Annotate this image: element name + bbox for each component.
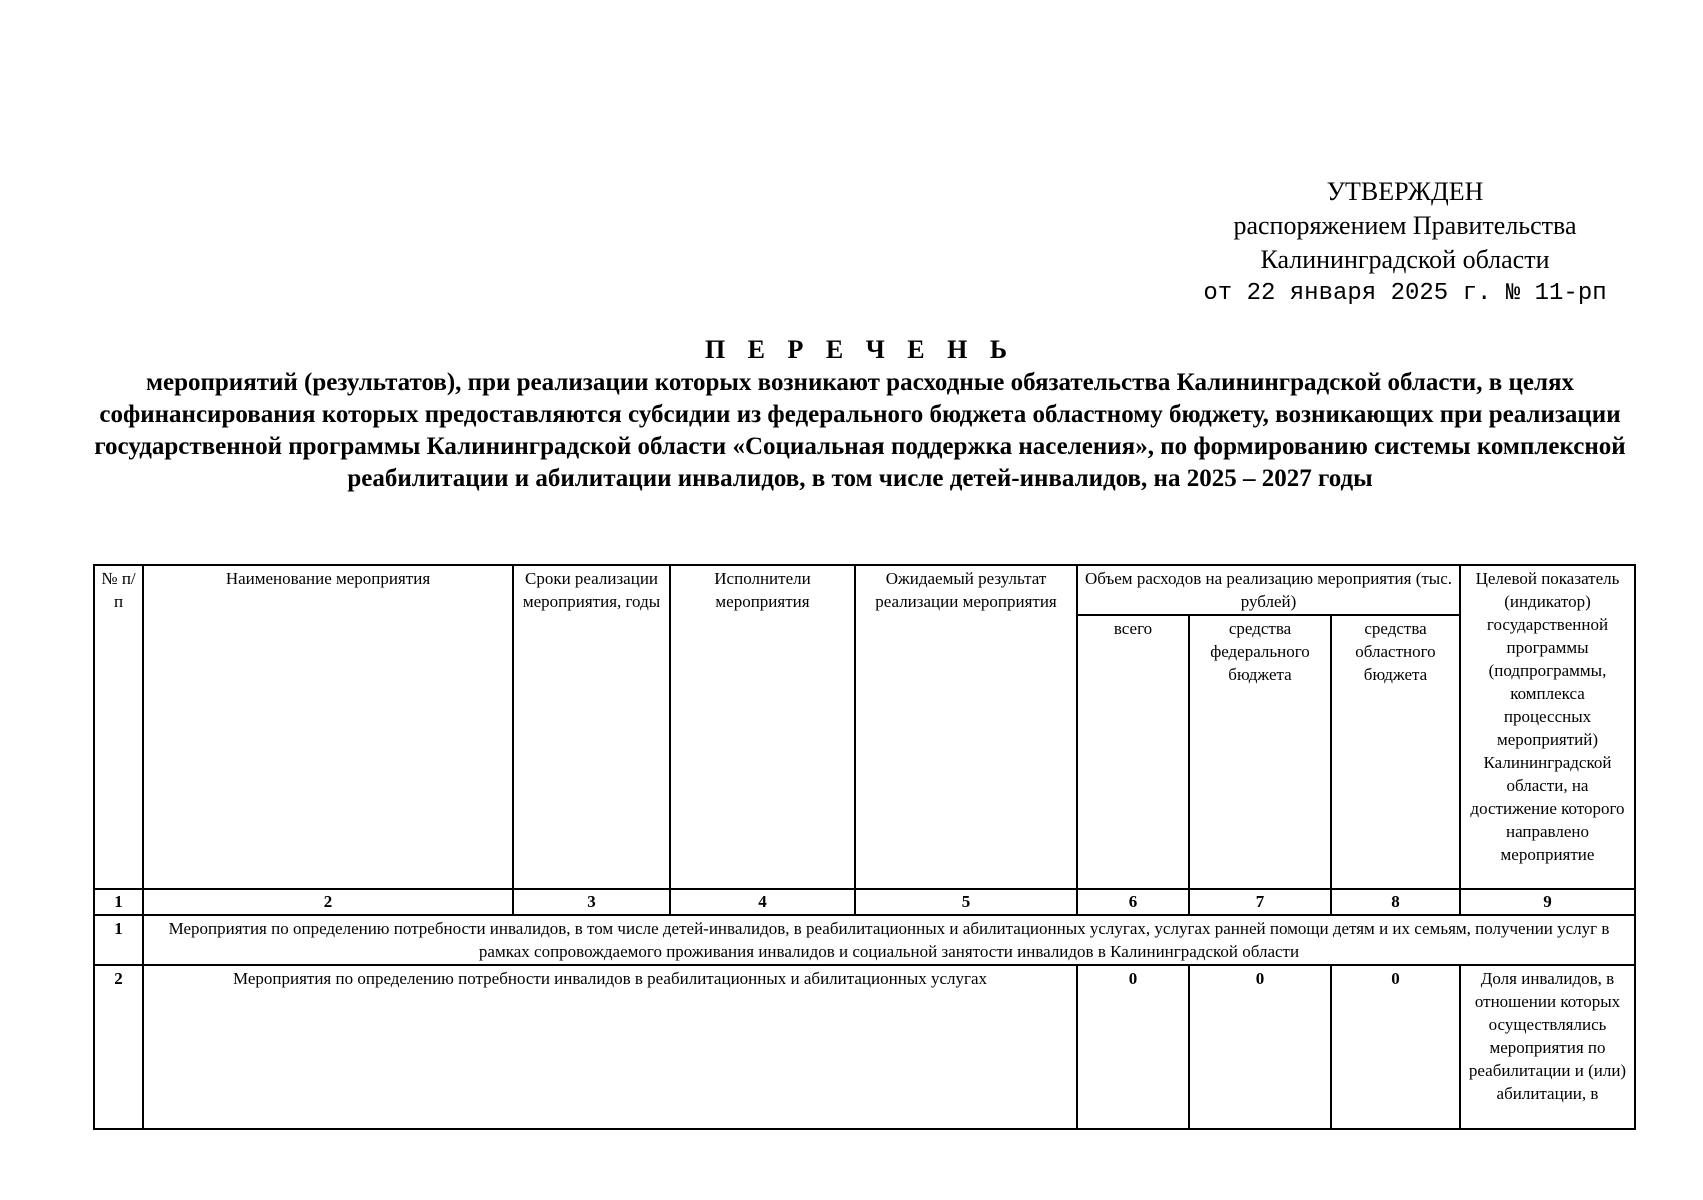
approval-region: Калининградской области — [1260, 245, 1550, 274]
header-num: № п/п — [94, 565, 143, 889]
col-number: 3 — [513, 889, 670, 915]
header-row-1 — [94, 565, 1635, 615]
header-federal: средства федерального бюджета — [1189, 615, 1331, 889]
header-total: всего — [1077, 615, 1189, 889]
document-title — [60, 333, 1660, 495]
col-number: 1 — [94, 889, 143, 915]
approval-issuer: распоряжением Правительства — [1233, 211, 1577, 240]
header-terms: Сроки реализации мероприятия, годы — [513, 565, 670, 889]
row-federal: 0 — [1189, 965, 1331, 1129]
title-word: П Е Р Е Ч Е Н Ь — [704, 335, 1016, 364]
title-text: мероприятий (результатов), при реализации которых возникают расходные обязательства Калининградской области, в целях софинансирования которых предоставляются субсидии из федерального бюджета областному бюджету, возникающих при реализации государственной программы Калининградской области «Социальная поддержка населения», по формированию системы комплексной реабилитации и абилитации инвалидов, в том числе детей-инвалидов, на 2025 – 2027 годы — [94, 369, 1626, 492]
col-number: 8 — [1331, 889, 1460, 915]
row-regional: 0 — [1331, 965, 1460, 1129]
header-volume: Объем расходов на реализацию мероприятия (тыс. рублей) — [1077, 565, 1460, 615]
col-number: 2 — [143, 889, 513, 915]
col-number: 9 — [1460, 889, 1635, 915]
col-number: 6 — [1077, 889, 1189, 915]
row-num: 2 — [94, 965, 143, 1129]
row-num: 1 — [94, 915, 143, 965]
header-indicator: Целевой показатель (индикатор) государственной программы (подпрограммы, комплекса процессных мероприятий) Калининградской области, на достижение которого направлено мероприятие — [1460, 565, 1635, 889]
col-number: 4 — [670, 889, 855, 915]
header-name: Наименование мероприятия — [143, 565, 513, 889]
col-number: 5 — [855, 889, 1077, 915]
header-regional: средства областного бюджета — [1331, 615, 1460, 889]
row-text: Мероприятия по определению потребности инвалидов в реабилитационных и абилитационных услугах — [143, 965, 1077, 1129]
column-numbers-row — [94, 889, 1635, 915]
row-text: Мероприятия по определению потребности инвалидов, в том числе детей-инвалидов, в реабилитационных и абилитационных услугах, услугах ранней помощи детям и их семьям, получении услуг в рамках сопровождаемого проживания инвалидов и социальной занятости инвалидов в Калининградской области — [143, 915, 1635, 965]
header-result: Ожидаемый результат реализации мероприятия — [855, 565, 1077, 889]
header-executors: Исполнители мероприятия — [670, 565, 855, 889]
approval-date-number: от 22 января 2025 г. № 11-рп — [1203, 280, 1607, 307]
table-row — [94, 965, 1635, 1129]
approval-stamp — [1170, 175, 1640, 311]
approval-title: УТВЕРЖДЕН — [1326, 177, 1484, 206]
measures-table — [93, 564, 1636, 1130]
col-number: 7 — [1189, 889, 1331, 915]
table-row — [94, 915, 1635, 965]
row-indicator: Доля инвалидов, в отношении которых осуществлялись мероприятия по реабилитации и (или) абилитации, в — [1460, 965, 1635, 1129]
row-total: 0 — [1077, 965, 1189, 1129]
